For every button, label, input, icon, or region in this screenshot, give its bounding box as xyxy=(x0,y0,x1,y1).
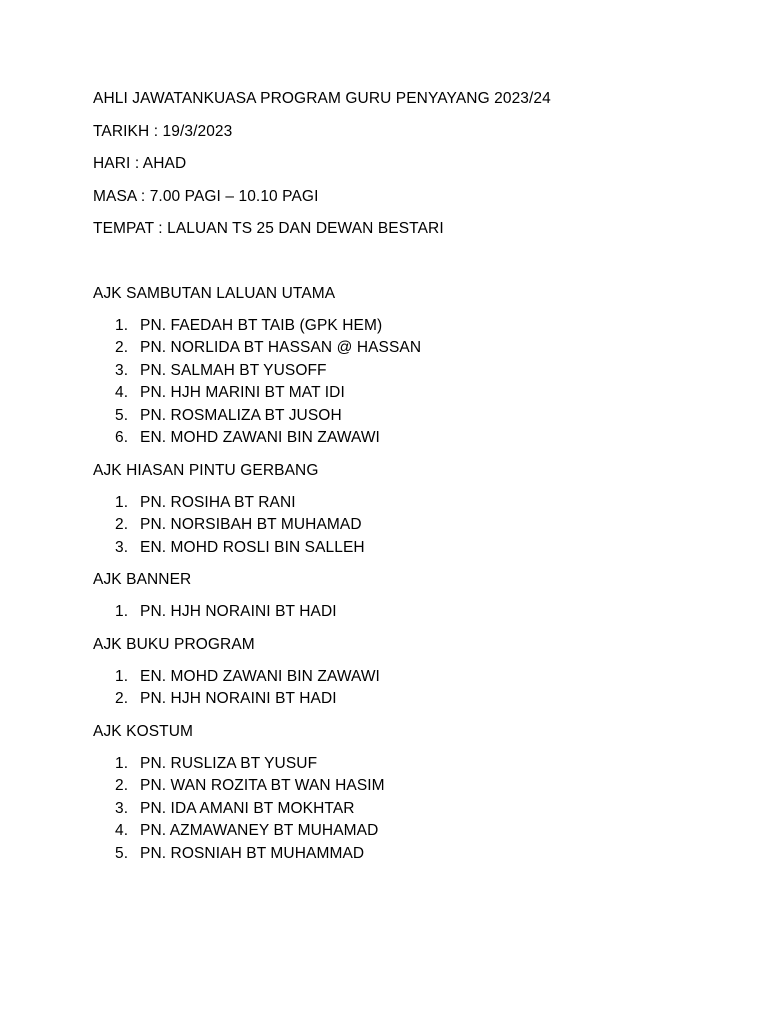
member-name: EN. MOHD ZAWANI BIN ZAWAWI xyxy=(140,429,380,446)
document-body xyxy=(93,88,693,875)
section-title: AJK SAMBUTAN LALUAN UTAMA xyxy=(93,284,336,302)
list-item xyxy=(93,360,693,383)
member-list xyxy=(93,315,693,450)
event-venue: TEMPAT : LALUAN TS 25 DAN DEWAN BESTARI xyxy=(93,220,444,237)
document-title: AHLI JAWATANKUASA PROGRAM GURU PENYAYANG 2023/24 xyxy=(93,90,551,107)
member-name: PN. AZMAWANEY BT MUHAMAD xyxy=(140,822,379,839)
blank-line xyxy=(93,251,693,283)
member-list xyxy=(93,492,693,560)
list-item xyxy=(93,601,693,624)
list-number: 2. xyxy=(115,339,129,356)
member-list xyxy=(93,666,693,711)
member-name: PN. FAEDAH BT TAIB (GPK HEM) xyxy=(140,316,383,334)
member-name: PN. ROSNIAH BT MUHAMMAD xyxy=(140,844,365,862)
member-name: PN. ROSMALIZA BT JUSOH xyxy=(140,406,342,424)
list-number: 3. xyxy=(115,799,129,817)
list-number: 6. xyxy=(115,429,129,446)
list-item xyxy=(93,337,693,360)
list-item xyxy=(93,382,693,405)
list-number: 3. xyxy=(115,361,129,379)
member-name: PN. HJH NORAINI BT HADI xyxy=(140,690,337,707)
list-number: 4. xyxy=(115,822,129,839)
list-item xyxy=(93,514,693,537)
list-number: 1. xyxy=(115,667,129,685)
committee-sections xyxy=(93,283,693,866)
member-name: PN. NORLIDA BT HASSAN @ HASSAN xyxy=(140,339,422,356)
member-list xyxy=(93,601,693,624)
event-date: TARIKH : 19/3/2023 xyxy=(93,122,233,140)
list-number: 4. xyxy=(115,384,129,401)
list-item xyxy=(93,775,693,798)
member-name: EN. MOHD ZAWANI BIN ZAWAWI xyxy=(140,667,380,685)
member-name: PN. WAN ROZITA BT WAN HASIM xyxy=(140,777,385,794)
list-item xyxy=(93,427,693,450)
list-item xyxy=(93,843,693,866)
list-number: 2. xyxy=(115,777,129,794)
member-name: EN. MOHD ROSLI BIN SALLEH xyxy=(140,538,365,556)
list-number: 5. xyxy=(115,406,129,424)
list-number: 1. xyxy=(115,754,129,772)
member-name: PN. HJH MARINI BT MAT IDI xyxy=(140,384,345,401)
member-list xyxy=(93,753,693,866)
list-item xyxy=(93,798,693,821)
member-name: PN. RUSLIZA BT YUSUF xyxy=(140,754,318,772)
section-title: AJK BUKU PROGRAM xyxy=(93,635,255,653)
list-number: 1. xyxy=(115,603,129,620)
member-name: PN. NORSIBAH BT MUHAMAD xyxy=(140,516,362,533)
list-item xyxy=(93,492,693,515)
event-day: HARI : AHAD xyxy=(93,155,187,172)
list-item xyxy=(93,537,693,560)
list-item xyxy=(93,405,693,428)
member-name: PN. IDA AMANI BT MOKHTAR xyxy=(140,799,355,817)
section-title: AJK KOSTUM xyxy=(93,722,194,740)
member-name: PN. ROSIHA BT RANI xyxy=(140,493,296,511)
list-item xyxy=(93,666,693,689)
list-item xyxy=(93,315,693,338)
list-item xyxy=(93,753,693,776)
section-title: AJK HIASAN PINTU GERBANG xyxy=(93,461,319,479)
list-item xyxy=(93,820,693,843)
list-item xyxy=(93,688,693,711)
section-title: AJK BANNER xyxy=(93,571,192,588)
member-name: PN. HJH NORAINI BT HADI xyxy=(140,603,337,620)
list-number: 2. xyxy=(115,516,129,533)
event-time: MASA : 7.00 PAGI – 10.10 PAGI xyxy=(93,187,319,205)
list-number: 2. xyxy=(115,690,129,707)
list-number: 1. xyxy=(115,493,129,511)
member-name: PN. SALMAH BT YUSOFF xyxy=(140,361,327,379)
list-number: 3. xyxy=(115,538,129,556)
list-number: 5. xyxy=(115,844,129,862)
list-number: 1. xyxy=(115,316,129,334)
